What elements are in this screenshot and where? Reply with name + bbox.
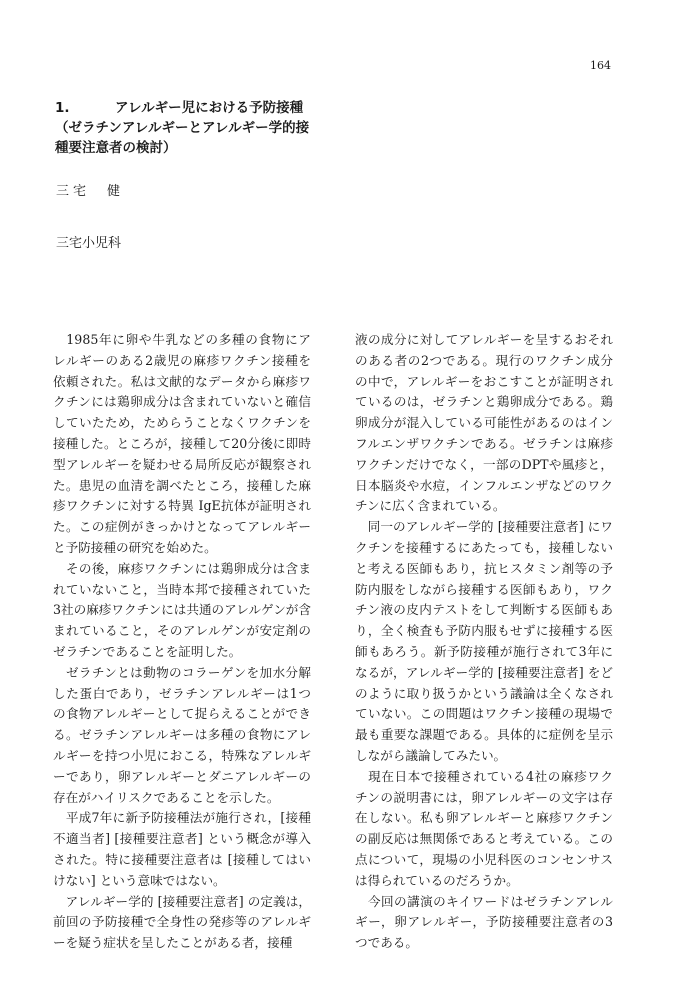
paragraph: アレルギー学的 [接種要注意者] の定義は，前回の予防接種で全身性の発疹等のアレルギーを疑う症状を呈したことがある者，接種 xyxy=(53,893,311,951)
paragraph: ゼラチンとは動物のコラーゲンを加水分解した蛋白であり，ゼラチンアレルギーは1つの食物アレルギーとして捉らえることができる。ゼラチンアレルギーは多種の食物にアレルギーを持つ小児におこる，特殊なアレルギーであり，卵アレルギーとダニアレルギーの存在がハイリスクであることを示した。 xyxy=(53,664,311,805)
paragraph: 平成7年に新予防接種法が施行され，[接種不適当者] [接種要注意者] という概念が導入された。特に接種要注意者は [接種してはいけない] という意味ではない。 xyxy=(53,810,311,888)
body-column-left xyxy=(53,330,311,954)
paragraph: 今回の講演のキイワードはゼラチンアレルギー，卵アレルギー，予防接種要注意者の3つである。 xyxy=(355,893,613,951)
paragraph: 現在日本で接種されている4社の麻疹ワクチンの説明書には，卵アレルギーの文字は存在しない。私も卵アレルギーと麻疹ワクチンの副反応は無関係であると考えている。この点について，現場の小児科医のコンセンサスは得られているのだろうか。 xyxy=(355,768,613,888)
body-column-right xyxy=(355,330,613,954)
section-number: 1. xyxy=(55,100,70,116)
author-name: 三宅 健 xyxy=(56,184,125,199)
title-line-2: （ゼラチンアレルギーとアレルギー学的接 xyxy=(55,120,310,136)
paragraph: 1985年に卵や牛乳などの多種の食物にアレルギーのある2歳児の麻疹ワクチン接種を依頼された。私は文献的なデータから麻疹ワクチンには鶏卵成分は含まれていないと確信していたため，ためらうことなくワクチンを接種した。ところが，接種して20分後に即時型アレルギーを疑わせる局所反応が観察された。患児の血清を調べたところ，接種した麻疹ワクチンに対する特異 IgE抗体が証明された。この症例がきっかけとなってアレルギーと予防接種の研究を始めた。 xyxy=(53,332,311,555)
paragraph: その後，麻疹ワクチンには鶏卵成分は含まれていないこと，当時本邦で接種されていた3社の麻疹ワクチンには共通のアレルゲンが含まれていること，そのアレルゲンが安定剤のゼラチンであることを証明した。 xyxy=(53,560,311,659)
paragraph: 液の成分に対してアレルギーを呈するおそれのある者の2つである。現行のワクチン成分の中で，アレルギーをおこすことが証明されているのは，ゼラチンと鶏卵成分である。鶏卵成分が混入している可能性があるのはインフルエンザワクチンである。ゼラチンは麻疹ワクチンだけでなく，一部のDPTや風疹と，日本脳炎や水痘，インフルエンザなどのワクチンに広く含まれている。 xyxy=(355,332,613,514)
paragraph: 同一のアレルギー学的 [接種要注意者] にワクチンを接種するにあたっても，接種しないと考える医師もあり，抗ヒスタミン剤等の予防内服をしながら接種する医師もあり，ワクチン液の皮内テストをして判断する医師もあり，全く検査も予防内服もせずに接種する医師もあろう。新予防接種が施行されて3年になるが，アレルギー学的 [接種要注意者] をどのように取り扱うかという議論は全くなされていない。この問題はワクチン接種の現場で最も重要な課題である。具体的に症例を呈示しながら議論してみたい。 xyxy=(355,519,613,763)
page-number: 164 xyxy=(590,59,611,72)
author-affiliation: 三宅小児科 xyxy=(56,236,122,251)
title-main: アレルギー児における予防接種 xyxy=(115,100,304,116)
title-line-1 xyxy=(55,98,385,118)
title-line-3: 種要注意者の検討） xyxy=(55,140,177,156)
article-title xyxy=(55,98,385,158)
